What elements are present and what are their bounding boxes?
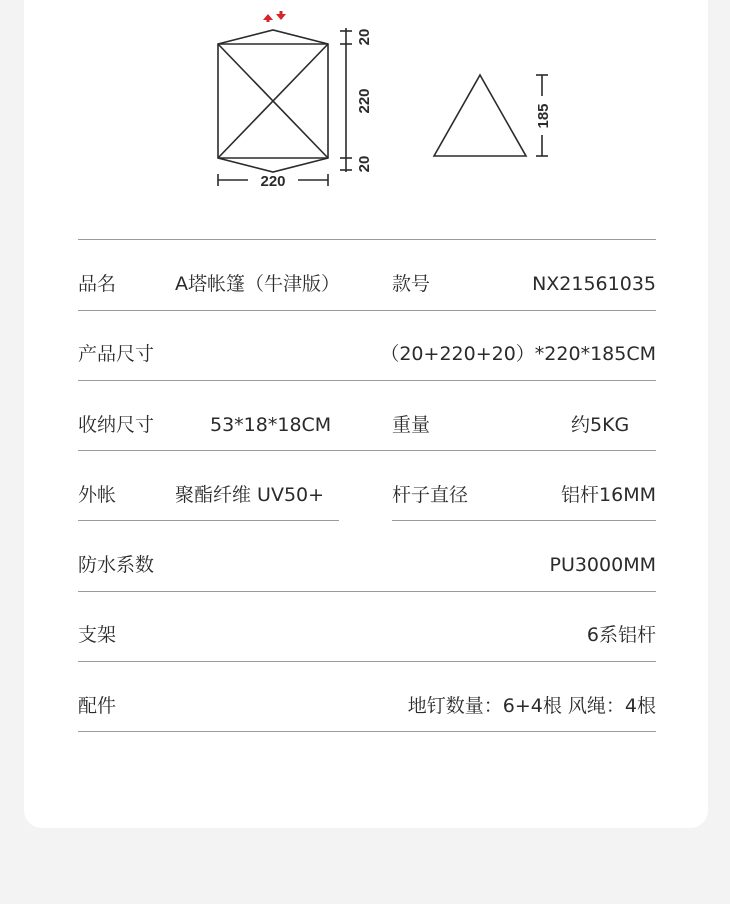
divider — [78, 661, 656, 662]
row-value-accessories: 地钉数量：6+4根 风绳：4根 — [407, 695, 656, 717]
dim-bottom-20: 20 — [356, 155, 373, 173]
divider — [78, 380, 656, 381]
divider — [78, 591, 656, 592]
row-value-pack-size: 53*18*18CM — [210, 414, 332, 436]
row-label-name: 品名 — [78, 273, 117, 295]
divider — [78, 520, 339, 521]
row-label-weight: 重量 — [392, 414, 431, 436]
row-label-waterproof: 防水系数 — [78, 554, 155, 576]
row-value-weight: 约5KG — [571, 414, 630, 436]
row-label-frame: 支架 — [78, 624, 117, 646]
row-value-waterproof: PU3000MM — [549, 554, 656, 576]
row-label-fly: 外帐 — [78, 484, 117, 506]
row-label-accessories: 配件 — [78, 695, 117, 717]
dim-top-20: 20 — [356, 28, 373, 46]
row-label-model: 款号 — [392, 273, 431, 295]
row-label-size: 产品尺寸 — [78, 343, 155, 365]
divider — [78, 310, 656, 311]
dim-width-220: 220 — [260, 173, 286, 190]
divider — [392, 520, 656, 521]
divider — [78, 731, 656, 732]
dim-middle-220: 220 — [356, 88, 373, 114]
row-value-pole: 铝杆16MM — [561, 484, 656, 506]
divider — [78, 450, 656, 451]
row-value-name: A塔帐篷（牛津版） — [175, 273, 340, 295]
row-value-model: NX21561035 — [532, 273, 656, 295]
row-value-size: （20+220+20）*220*185CM — [380, 343, 656, 365]
row-value-frame: 6系铝杆 — [586, 624, 656, 646]
row-value-fly: 聚酯纤维 UV50+ — [175, 484, 325, 506]
divider — [78, 239, 656, 240]
row-label-pole: 杆子直径 — [392, 484, 469, 506]
dim-height-185: 185 — [535, 103, 552, 129]
row-label-pack-size: 收纳尺寸 — [78, 414, 155, 436]
